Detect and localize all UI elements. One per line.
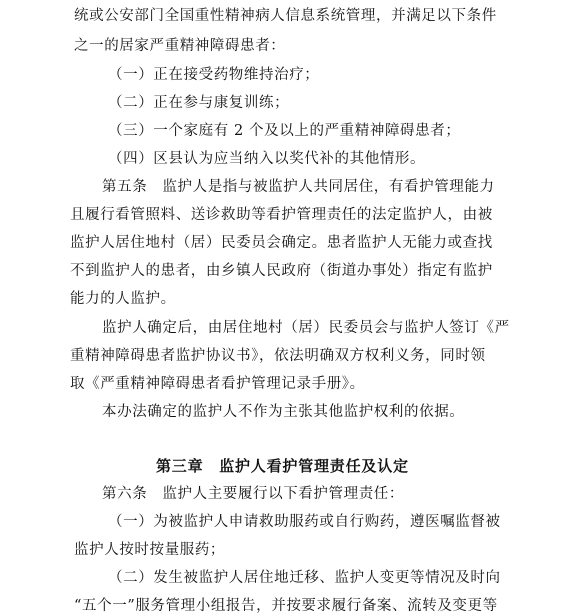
article-6-first-line: 第六条 监护人主要履行以下看护管理责任： — [102, 486, 404, 502]
list-item: （四）区县认为应当纳入以奖代补的其他情形。 — [108, 151, 426, 167]
list-item: （二）正在参与康复训练； — [108, 95, 290, 111]
paragraph-first-line: 监护人确定后，由居住地村（居）民委员会与监护人签订《严 — [102, 320, 510, 336]
paragraph-first-line: 本办法确定的监护人不作为主张其他监护权利的依据。 — [102, 404, 465, 420]
list-item: （一）为被监护人申请救助服药或自行购药，遵医嘱监督被 — [108, 514, 501, 530]
text-line: 取《严重精神障碍患者看护管理记录手册》。 — [70, 376, 365, 392]
text-line: “五个一”服务管理小组报告，并按要求履行备案、流转及变更等 — [74, 598, 498, 614]
list-item: （一）正在接受药物维持治疗； — [108, 67, 320, 83]
list-item: （三）一个家庭有 2 个及以上的严重精神障碍患者； — [108, 123, 461, 139]
text-line: 监护人居住地村（居）民委员会确定。患者监护人无能力或查找 — [70, 235, 493, 251]
text-line: 重精神障碍患者监护协议书》，依法明确双方权利义务，同时领 — [70, 348, 486, 364]
chapter-heading: 第三章 监护人看护管理责任及认定 — [156, 457, 409, 475]
text-line: 统或公安部门全国重性精神病人信息系统管理，并满足以下条件 — [74, 8, 497, 24]
list-item: （二）发生被监护人居住地迁移、监护人变更等情况及时向 — [108, 570, 501, 586]
text-line: 之一的居家严重精神障碍患者： — [74, 38, 286, 54]
article-5-first-line: 第五条 监护人是指与被监护人共同居住，有看护管理能力 — [102, 179, 495, 195]
text-line: 不到监护人的患者，由乡镇人民政府（街道办事处）指定有监护 — [70, 263, 493, 279]
text-line: 监护人按时按量服药； — [74, 542, 225, 558]
text-line: 能力的人监护。 — [70, 291, 176, 307]
text-line: 且履行看管照料、送诊救助等看护管理责任的法定监护人，由被 — [70, 207, 493, 223]
